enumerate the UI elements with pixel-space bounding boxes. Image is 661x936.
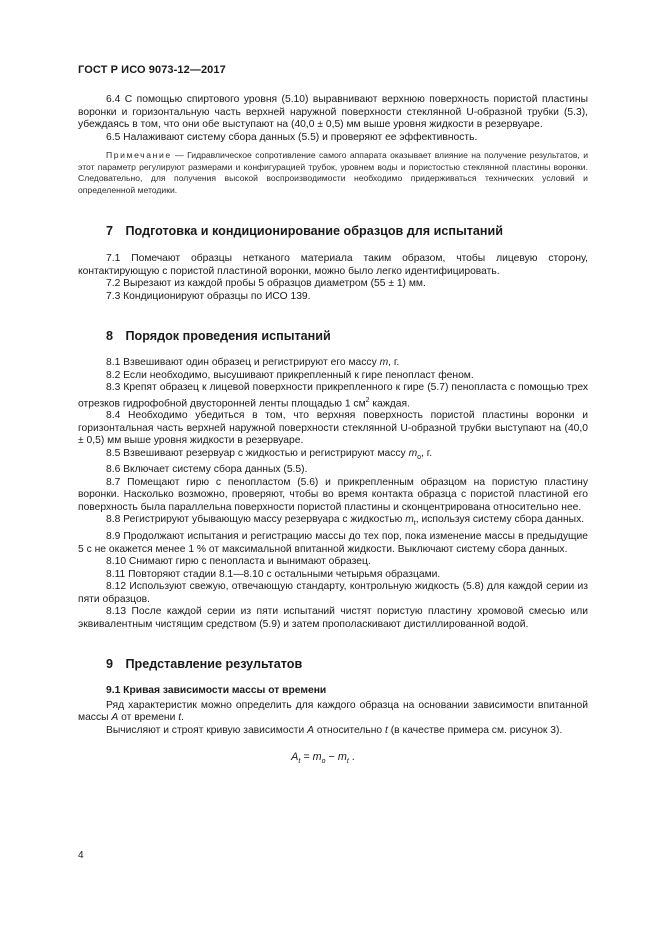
clause-8-7: 8.7 Помещают гирю с пенопластом (5.6) и прикрепленным образцом на пористую пластину воронки. Насколько возможно, проверяют, чтобы во время контакта образца с пористой пластиной его поверхность была параллельна поверхности пористой пластины и сконцентрирована относительно нее. [78,476,588,513]
clause-9-1-para-2: Вычисляют и строят кривую зависимости A относительно t (в качестве примера см. рисунок 3). [106,724,563,736]
clause-8-13: 8.13 После каждой серии из пяти испытаний чистят пористую пластину хромовой смесью или эквивалентным чистящим средством (5.9) и затем прополаскивают дистиллированной водой. [78,606,588,630]
subsection-9-1-heading: 9.1 Кривая зависимости массы от времени [106,685,327,697]
clause-8-12: 8.12 Используют свежую, отвечающую стандарту, контрольную жидкость (5.8) для каждой серии из пяти образцов. [78,581,588,605]
clause-7-2: 7.2 Вырезают из каждой пробы 5 образцов диаметром (55 ± 1) мм. [106,278,426,289]
clause-8-11: 8.11 Повторяют стадии 8.1—8.10 с остальными четырьмя образцами. [106,568,441,580]
clause-9-1-para-1: Ряд характеристик можно определить для каждого образца на основании зависимости впитанной массы A от времени t. [78,699,588,724]
section-number: 7 [106,224,114,238]
clause-8-8: 8.8 Регистрируют убывающую массу резервуара с жидкостью $m_t$, используя систему сбора данных. [106,514,585,528]
clause-6-4: 6.4 С помощью спиртового уровня (5.10) выравнивают верхнюю поверхность пористой пластины воронки и горизонтальную часть верхней наружной поверхности стеклянной U-образной трубки (5.3), убеждаясь в том, что они обе выступают на (40,0 ± 0,5) мм выше уровня жидкости в резервуаре. [78,94,588,130]
section-title: Подготовка и кондиционирование образцов для испытаний [125,224,503,238]
note-paragraph [78,150,588,196]
variable-m: m [379,357,389,368]
clause-8-2: 8.2 Если необходимо, высушивают прикрепленный к гире пенопласт феном. [106,369,474,381]
clause-7-1: 7.1 Помечают образцы нетканого материала таким образом, чтобы лицевую сторону, контактирующую с пористой пластиной воронки, можно было легко идентифицировать. [78,253,588,277]
variable-m: m [405,514,414,526]
section-number: 8 [106,329,114,343]
clause-6-5: 6.5 Налаживают систему сбора данных (5.5) и проверяют ее эффективность. [106,131,478,143]
clause-8-5: 8.5 Взвешивают резервуар с жидкостью и регистрируют массу $m_o$, г. [106,447,433,461]
clause-8-6: 8.6 Включает систему сбора данных (5.5). [106,464,308,476]
note-label: Примечание [106,150,172,160]
variable-m: m [408,447,418,459]
clause-8-10: 8.10 Снимают гирю с пенопласта и вынимают образец. [106,556,371,568]
clause-7-3: 7.3 Кондиционируют образцы по ИСО 139. [106,290,311,302]
clause-8-4: 8.4 Необходимо убедиться в том, что верхняя поверхность пористой пластины воронки и горизонтальная часть верхней наружной поверхности стеклянной U-образной трубки выступают на (40,0 ± 0,5) мм выше уровня жидкости в резервуаре. [78,410,588,447]
running-header: ГОСТ Р ИСО 9073-12—2017 [78,64,226,76]
section-9-heading [78,657,588,671]
page-number: 4 [78,850,84,861]
section-8-heading [78,329,588,343]
note-text: — Гидравлическое сопротивление самого аппарата оказывает влияние на получение результатов, и этот параметр регулируют размерами и конфигурацией трубок, уровнем воды и пористостью стеклянной пластины воронки. Следовательно, для получения высокой воспроизводимости необходимо придерживаться технических условий и определенной методики. [78,150,588,195]
section-title: Представление результатов [125,657,303,672]
clause-8-1: 8.1 Взвешивают один образец и регистрируют его массу m, г. [106,357,400,368]
section-number: 9 [106,657,114,672]
formula-absorbed-mass: $A_t = m_o - m_t$ . [291,751,355,766]
section-7-heading [78,224,588,238]
section-title: Порядок проведения испытаний [125,329,331,343]
clause-8-9: 8.9 Продолжают испытания и регистрацию массы до тех пор, пока изменение массы в предыдущие 5 с не окажется менее 1 % от максимальной впитанной жидкости. Выключают систему сбора данных. [78,531,588,555]
clause-8-3: 8.3 Крепят образец к лицевой поверхности прикрепленного к гире (5.7) пенопласта с помощью трех отрезков гидрофобной двусторонней ленты площадью 1 $см^2$ каждая. [78,382,588,409]
page-content [78,94,588,765]
